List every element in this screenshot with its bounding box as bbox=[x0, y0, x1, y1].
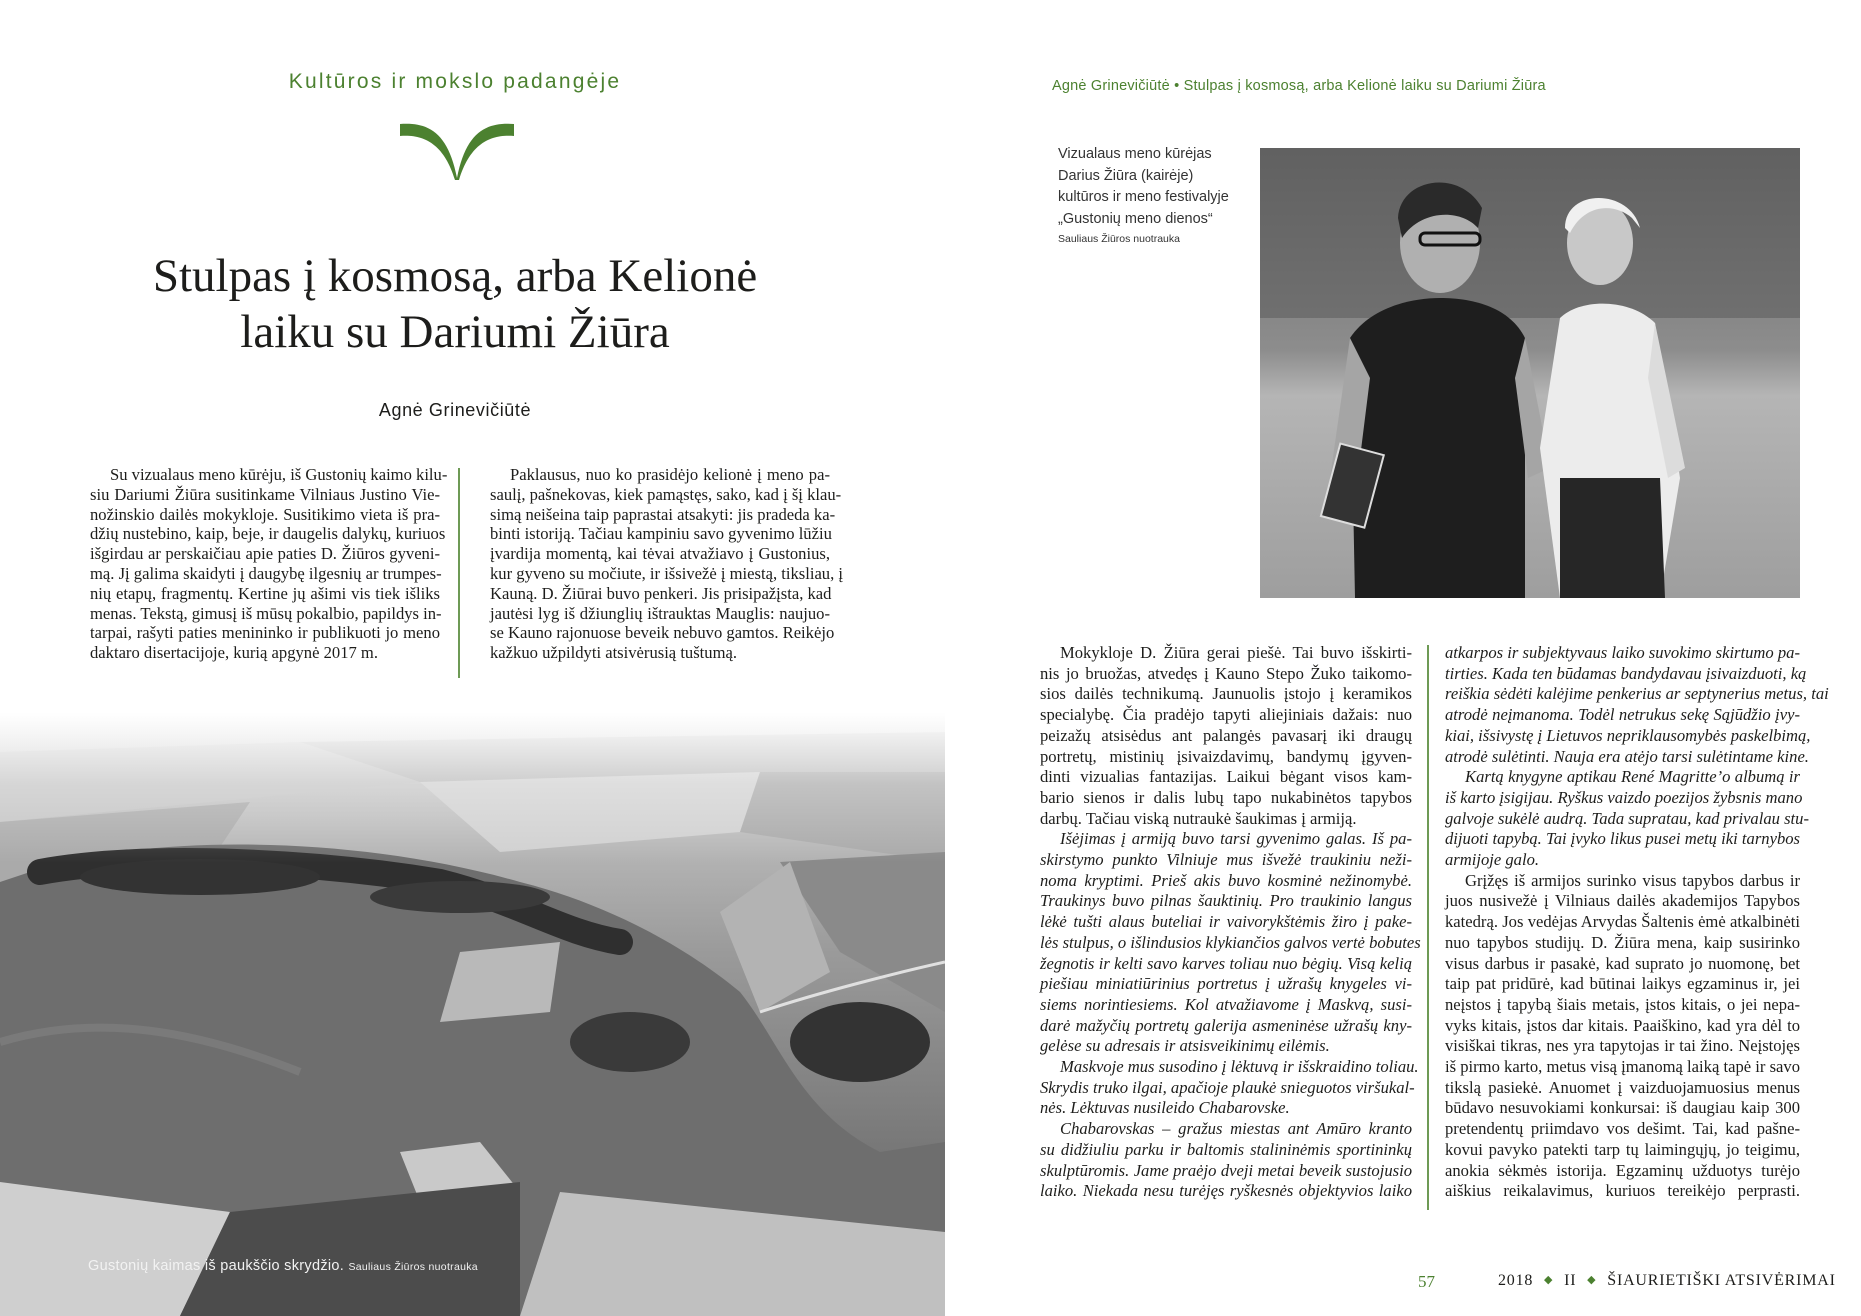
text-line: se Kauno rajonuose beveik nebuvo gamtos. Reikėjo bbox=[490, 623, 835, 643]
article-title bbox=[0, 248, 910, 360]
article-author: Agnė Grinevičiūtė bbox=[378, 400, 532, 420]
text-line: įvardija momentą, kai tėvai atvažiavo į Gustonius, bbox=[490, 544, 830, 564]
column-divider bbox=[458, 468, 460, 678]
text-line: nuo tapybos studijų. D. Žiūra mena, kaip susirinko bbox=[1445, 932, 1800, 952]
right-column-2 bbox=[1445, 643, 1829, 1202]
text-line: išgirdau ar perskaičiau apie paties D. Žiūros gyveni- bbox=[90, 544, 440, 564]
text-line: Kartą knygyne aptikau René Magritte’o albumą ir bbox=[1465, 767, 1800, 787]
text-line: laiko. Niekada nesu turėjęs ryškesnės objektyvios laiko bbox=[1040, 1181, 1412, 1201]
caption-text: Gustonių kaimas iš paukščio skrydžio. bbox=[88, 1258, 345, 1274]
title-line: laiku su Dariumi Žiūra bbox=[240, 306, 670, 358]
page-number: 57 bbox=[1418, 1272, 1435, 1291]
text-line: su didžiuliu parku ir baltomis stalininėmis sportininkų bbox=[1040, 1139, 1412, 1159]
left-column-1 bbox=[90, 465, 448, 663]
text-line: portretų, mistinių įsivaizdavimų, bandymų įgyven- bbox=[1040, 746, 1412, 766]
text-line: Išėjimas į armiją buvo tarsi gyvenimo galas. Iš pa- bbox=[1060, 829, 1412, 849]
bullet-icon: ◆ bbox=[1587, 1274, 1597, 1286]
aerial-village-photo bbox=[0, 712, 945, 1316]
issue-year: 2018 bbox=[1498, 1272, 1534, 1289]
text-line: lės stulpus, o išlindusios klykiančios galvos vertė bobutes bbox=[1040, 932, 1421, 952]
text-line: gelėse su adresais ir atsisveikinimų eilėmis. bbox=[1040, 1036, 1330, 1056]
text-line: tarpai, rašyti paties menininko ir publikuoti jo meno bbox=[90, 623, 440, 643]
aerial-photo-caption bbox=[88, 1258, 478, 1274]
text-line: nožinskio dailės mokykloje. Susitikimo vieta iš pra- bbox=[90, 504, 440, 524]
text-line: bario sienos ir dalis lubų tapo nukabinėtos tapybos bbox=[1040, 787, 1412, 807]
text-line: simą neišeina taip paprastai atsakyti: jis pradeda ka- bbox=[490, 504, 836, 524]
caption-line: Vizualaus meno kūrėjas bbox=[1058, 146, 1212, 162]
text-line: siems norintiesiems. Kol atvažiavome į Maskvą, susi- bbox=[1040, 994, 1412, 1014]
text-line: Mokykloje D. Žiūra gerai piešė. Tai buvo išskirti- bbox=[1060, 643, 1412, 662]
text-line: dijuoti tapybą. Tai įvyko likus pusei metų iki tarnybos bbox=[1445, 829, 1800, 849]
text-line: kažkuo užpildyti atsivėrusią tuštumą. bbox=[490, 643, 738, 663]
right-column-1 bbox=[1040, 643, 1421, 1202]
text-line: reiškia sėdėti kalėjime penkerius ar septynerius metus, tai bbox=[1445, 684, 1829, 704]
caption-line: Darius Žiūra (kairėje) bbox=[1058, 167, 1194, 184]
bullet-icon: ◆ bbox=[1544, 1274, 1554, 1286]
text-line: siu Dariumi Žiūra susitinkame Vilniaus Justino Vie- bbox=[90, 484, 440, 504]
text-line: kovui pavyko patekti tarp tų laimingųjų, jo teigimu, bbox=[1445, 1139, 1800, 1159]
text-line: būdavo nesuvokiami konkursai: iš daugiau kaip 300 bbox=[1445, 1098, 1800, 1118]
text-line: atrodė neįmanoma. Todėl netrukus sekę Sąjūdžio įvy- bbox=[1445, 705, 1800, 725]
journal-footer bbox=[1498, 1272, 1836, 1290]
text-line: darbų. Tačiau viską nutraukė šaukimas į armiją. bbox=[1040, 808, 1357, 828]
text-line: neįstos į tapybą šiais metais, įstos kitais, o jei nepa- bbox=[1445, 994, 1800, 1014]
text-line: nis jo bruožas, atvedęs į Kauno Stepo Žuko taikomo- bbox=[1040, 663, 1412, 683]
text-line: Chabarovskas – gražus miestas ant Amūro kranto bbox=[1060, 1119, 1412, 1139]
text-line: skulptūromis. Jame praėjo dveji metai beveik sustojusio bbox=[1040, 1160, 1412, 1180]
text-line: daktaro disertacijoje, kurią apgynė 2017 m. bbox=[90, 643, 378, 663]
text-line: darė mažyčių portretų galerija asmeninėse užrašų kny- bbox=[1040, 1015, 1412, 1035]
title-line: Stulpas į kosmosą, arba Kelionė bbox=[152, 250, 758, 302]
text-line: kur gyveno su močiute, ir išsivežė į miestą, tiksliau, į bbox=[490, 563, 844, 583]
text-line: Su vizualaus meno kūrėju, iš Gustonių kaimo kilu- bbox=[110, 465, 448, 484]
text-line: žegnotis ir kelti savo karves toliau nuo bėgių. Visą kelią bbox=[1040, 953, 1412, 973]
column-divider bbox=[1427, 645, 1429, 1210]
issue-number: II bbox=[1564, 1272, 1577, 1289]
text-line: Grįžęs iš armijos surinko visus tapybos darbus ir bbox=[1465, 870, 1800, 890]
text-line: aiškius reikalavimus, kuriuos tereikėjo perprasti. bbox=[1445, 1181, 1800, 1201]
text-line: džių nustebino, kaip, beje, ir daugelis dalykų, kuriuos bbox=[90, 524, 446, 544]
text-line: tikslą pasiekė. Anuomet į vaizduojamuosius menus bbox=[1445, 1077, 1800, 1097]
text-line: kiai, išsivystę į Lietuvos nepriklausomybės paskelbimą, bbox=[1445, 725, 1811, 745]
text-line: skirstymo punkto Vilniuje mus išvežė traukiniu neži- bbox=[1040, 850, 1412, 870]
text-line: menas. Tekstą, gimusį iš mūsų pokalbio, papildys in- bbox=[90, 603, 442, 623]
section-title: Kultūros ir mokslo padangėje bbox=[288, 70, 622, 93]
photo-credit: Sauliaus Žiūros nuotrauka bbox=[1058, 233, 1180, 245]
text-line: dinti vizualias fantazijas. Laikui bėgant visos kam- bbox=[1040, 767, 1412, 787]
left-column-2 bbox=[490, 465, 844, 663]
text-line: galvoje sukėlė audrą. Tada supratau, kad privalau stu- bbox=[1445, 808, 1809, 828]
text-line: tirties. Kada ten būdamas bandydavau įsivaizduoti, ką bbox=[1445, 663, 1807, 683]
text-line: binti istoriją. Tačiau kampiniu savo gyvenimo lūžiu bbox=[490, 524, 832, 544]
portrait-photo bbox=[1260, 148, 1800, 598]
caption-line: kultūros ir meno festivalyje bbox=[1058, 189, 1229, 205]
text-line: nių etapų, fragmentų. Kertine jų ašimi vis tiek išliks bbox=[90, 583, 440, 603]
journal-name: ŠIAURIETIŠKI ATSIVĖRIMAI bbox=[1607, 1272, 1836, 1289]
text-line: anokia sėkmės istorija. Egzaminų užduotys turėjo bbox=[1445, 1160, 1800, 1180]
text-line: saulį, pašnekovas, kiek pamąstęs, sako, kad į šį klau- bbox=[490, 484, 842, 504]
text-line: iš karto įsigijau. Ryškus vaizdo poezijos žybsnis mano bbox=[1445, 787, 1803, 807]
text-line: Skrydis truko ilgai, apačioje plaukė snieguotos viršukal- bbox=[1040, 1077, 1415, 1097]
text-line: specialybę. Čia pradėjo tapyti aliejiniais dažais: nuo bbox=[1040, 705, 1412, 725]
text-line: armijoje galo. bbox=[1445, 850, 1540, 870]
text-line: atkarpos ir subjektyvaus laiko suvokimo skirtumo pa- bbox=[1445, 643, 1800, 662]
text-line: noma kryptimi. Prieš akis buvo kosminė nežinomybė. bbox=[1040, 870, 1412, 890]
text-line: iš pirmo karto, metus visą įmanomą laiką tapė ir savo bbox=[1445, 1057, 1800, 1077]
text-line: jautėsi lyg iš džiunglių ištrauktas Mauglis: naujuo- bbox=[490, 603, 830, 623]
caption-line: „Gustonių meno dienos“ bbox=[1058, 210, 1213, 227]
running-head: Agnė Grinevičiūtė • Stulpas į kosmosą, arba Kelionė laiku su Dariumi Žiūra bbox=[1052, 78, 1546, 94]
text-line: katedrą. Jos vedėjas Arvydas Šaltenis ėmė atkalbinėti bbox=[1445, 912, 1800, 932]
portrait-photo-caption bbox=[1058, 144, 1229, 248]
text-line: visiškai tikras, nes yra tapytojas ir tai žino. Neįstojęs bbox=[1445, 1036, 1800, 1056]
text-line: vyks kitais, įstos dar kitais. Paaiškino, kad yra dėl to bbox=[1445, 1015, 1800, 1035]
text-line: peizažų atsisėdus ant palangės pavasarį iki draugų bbox=[1040, 725, 1412, 745]
text-line: visus darbus ir pasakė, kad suprato jo nuomonę, bet bbox=[1445, 953, 1800, 973]
text-line: atrodė sulėtinti. Nauja era atėjo tarsi sulėtintame kine. bbox=[1445, 746, 1809, 766]
leaf-logo-icon bbox=[398, 122, 516, 180]
text-line: taip pat pridūrė, kad būtinai laikys egzaminus ir, jei bbox=[1445, 974, 1800, 994]
text-line: mą. Jį galima skaidyti į daugybę ilgesnių ar trumpes- bbox=[90, 563, 442, 583]
text-line: pretendentų priimdavo vos dešimt. Tai, kad pašne- bbox=[1445, 1119, 1800, 1139]
text-line: Maskvoje mus susodino į lėktuvą ir išskraidino toliau. bbox=[1060, 1057, 1419, 1077]
text-line: piešiau miniatiūrinius portretus į užrašų knygeles vi- bbox=[1040, 974, 1412, 994]
photo-credit: Sauliaus Žiūros nuotrauka bbox=[348, 1261, 478, 1273]
text-line: juos nusivežė į Vilniaus dailės akademijos Tapybos bbox=[1445, 891, 1800, 911]
text-line: sios dailės technikumą. Jaunuolis įstojo į keramikos bbox=[1040, 684, 1412, 704]
text-line: Paklausus, nuo ko prasidėjo kelionė į meno pa- bbox=[510, 465, 830, 484]
text-line: lėkė tušti alaus buteliai ir vaivorykštėmis žiro į pake- bbox=[1040, 912, 1412, 932]
text-line: Traukinys buvo pilnas šauktinių. Pro traukinio langus bbox=[1040, 891, 1412, 911]
text-line: nės. Lėktuvas nusileido Chabarovske. bbox=[1040, 1098, 1290, 1118]
text-line: Kauną. D. Žiūrai buvo penkeri. Jis prisipažįsta, kad bbox=[490, 583, 832, 603]
